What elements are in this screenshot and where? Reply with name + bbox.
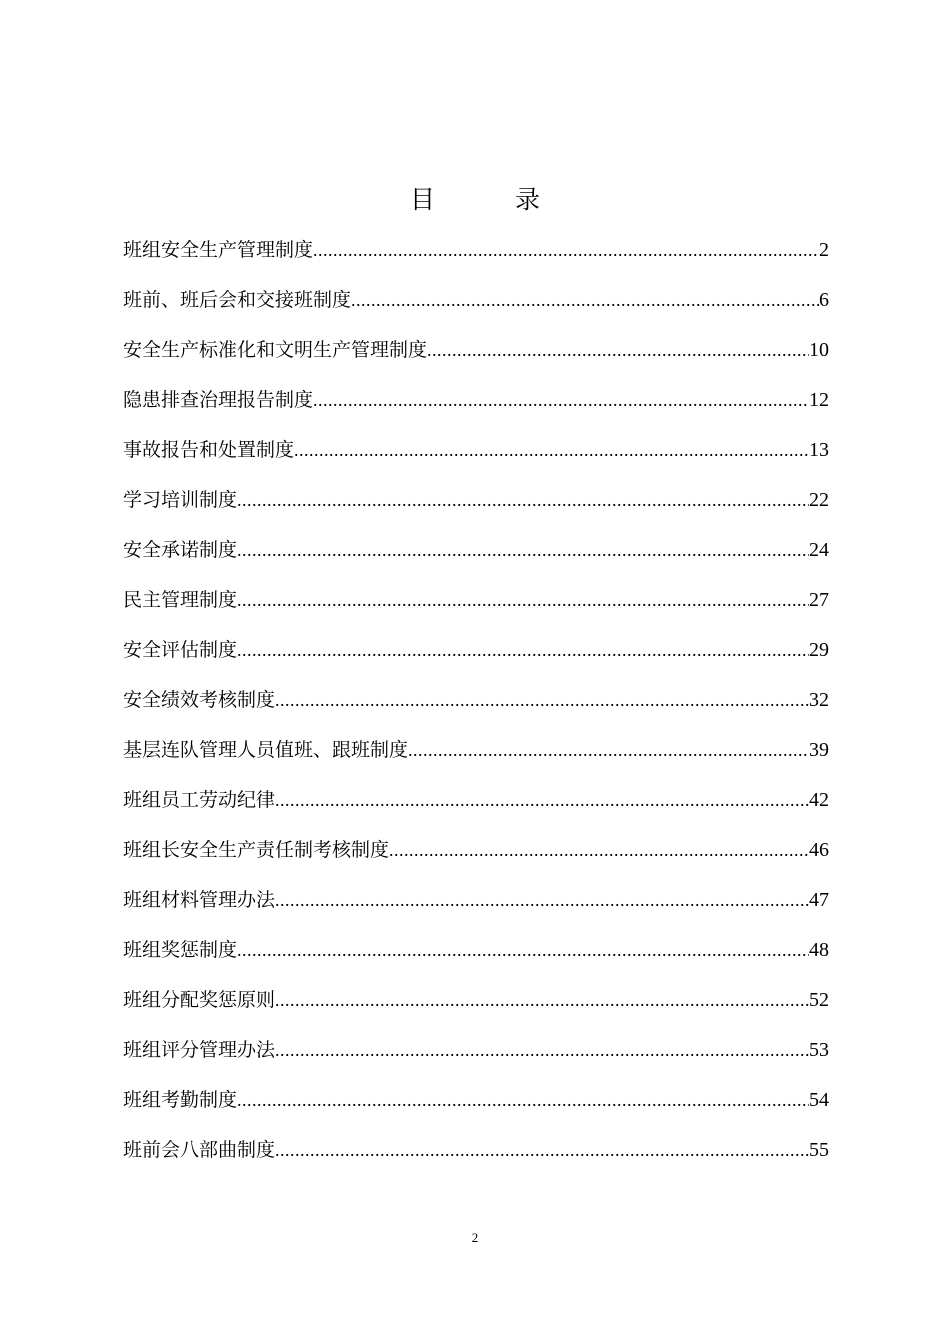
toc-entry-label: 安全评估制度 — [123, 639, 238, 661]
toc-entry-page: 32 — [809, 689, 829, 711]
toc-entry[interactable] — [123, 432, 829, 482]
toc-entry[interactable] — [123, 532, 829, 582]
toc-dot-leader — [408, 732, 809, 768]
toc-entry-page: 12 — [809, 389, 829, 411]
toc-entry-page: 46 — [809, 839, 829, 861]
toc-entry[interactable] — [123, 632, 829, 682]
toc-dot-leader — [313, 232, 819, 268]
toc-entry-label: 事故报告和处置制度 — [123, 439, 295, 461]
toc-dot-leader — [275, 682, 809, 718]
toc-title: 目 录 — [410, 185, 576, 214]
toc-entry[interactable] — [123, 882, 829, 932]
toc-entry-label: 民主管理制度 — [123, 589, 238, 611]
toc-entry-label: 学习培训制度 — [123, 489, 238, 511]
toc-entry-label: 安全承诺制度 — [123, 539, 238, 561]
toc-entry-page: 47 — [809, 889, 829, 911]
toc-entry[interactable] — [123, 232, 829, 282]
toc-entry-label: 班组奖惩制度 — [123, 939, 238, 961]
toc-entry-label: 班组材料管理办法 — [123, 889, 276, 911]
toc-entry-label: 班组评分管理办法 — [123, 1039, 276, 1061]
toc-dot-leader — [275, 982, 809, 1018]
toc-entry-page: 27 — [809, 589, 829, 611]
toc-dot-leader — [313, 382, 809, 418]
toc-dot-leader — [275, 782, 809, 818]
toc-entry-page: 29 — [809, 639, 829, 661]
toc-entry[interactable] — [123, 1082, 829, 1132]
toc-entry[interactable] — [123, 1032, 829, 1082]
toc-entry-page: 48 — [809, 939, 829, 961]
toc-dot-leader — [237, 482, 809, 518]
toc-entry-page: 55 — [809, 1139, 829, 1161]
toc-entry-label: 班组分配奖惩原则 — [123, 989, 276, 1011]
toc-entry-page: 10 — [809, 339, 829, 361]
toc-dot-leader — [294, 432, 809, 468]
toc-list — [123, 232, 829, 1182]
toc-entry-label: 班前会八部曲制度 — [123, 1139, 276, 1161]
toc-entry-label: 隐患排查治理报告制度 — [123, 389, 314, 411]
toc-dot-leader — [237, 532, 809, 568]
toc-dot-leader — [389, 832, 809, 868]
toc-entry-label: 班前、班后会和交接班制度 — [123, 289, 352, 311]
toc-entry-label: 班组长安全生产责任制考核制度 — [123, 839, 390, 861]
toc-entry[interactable] — [123, 282, 829, 332]
toc-entry-label: 安全生产标准化和文明生产管理制度 — [123, 339, 428, 361]
toc-entry-label: 基层连队管理人员值班、跟班制度 — [123, 739, 409, 761]
toc-dot-leader — [237, 632, 809, 668]
toc-entry[interactable] — [123, 482, 829, 532]
toc-entry[interactable] — [123, 732, 829, 782]
toc-entry[interactable] — [123, 782, 829, 832]
toc-entry[interactable] — [123, 332, 829, 382]
toc-dot-leader — [275, 1132, 809, 1168]
page-number: 2 — [471, 1230, 479, 1245]
toc-entry-page: 6 — [819, 289, 829, 311]
toc-entry[interactable] — [123, 382, 829, 432]
toc-entry[interactable] — [123, 682, 829, 732]
toc-entry-page: 52 — [809, 989, 829, 1011]
toc-entry-page: 24 — [809, 539, 829, 561]
toc-entry[interactable] — [123, 932, 829, 982]
toc-entry[interactable] — [123, 982, 829, 1032]
toc-dot-leader — [237, 582, 809, 618]
toc-entry[interactable] — [123, 582, 829, 632]
toc-entry-label: 班组安全生产管理制度 — [123, 239, 314, 261]
toc-entry[interactable] — [123, 1132, 829, 1182]
toc-dot-leader — [237, 932, 809, 968]
toc-entry-label: 班组员工劳动纪律 — [123, 789, 276, 811]
toc-entry-label: 班组考勤制度 — [123, 1089, 238, 1111]
toc-entry-page: 42 — [809, 789, 829, 811]
toc-dot-leader — [275, 1032, 809, 1068]
toc-dot-leader — [237, 1082, 809, 1118]
toc-entry-page: 13 — [809, 439, 829, 461]
toc-entry-page: 54 — [809, 1089, 829, 1111]
toc-entry-page: 2 — [819, 239, 829, 261]
toc-dot-leader — [275, 882, 809, 918]
toc-entry-page: 53 — [809, 1039, 829, 1061]
toc-entry-page: 39 — [809, 739, 829, 761]
toc-entry[interactable] — [123, 832, 829, 882]
toc-dot-leader — [427, 332, 809, 368]
toc-entry-label: 安全绩效考核制度 — [123, 689, 276, 711]
toc-entry-page: 22 — [809, 489, 829, 511]
toc-dot-leader — [351, 282, 819, 318]
